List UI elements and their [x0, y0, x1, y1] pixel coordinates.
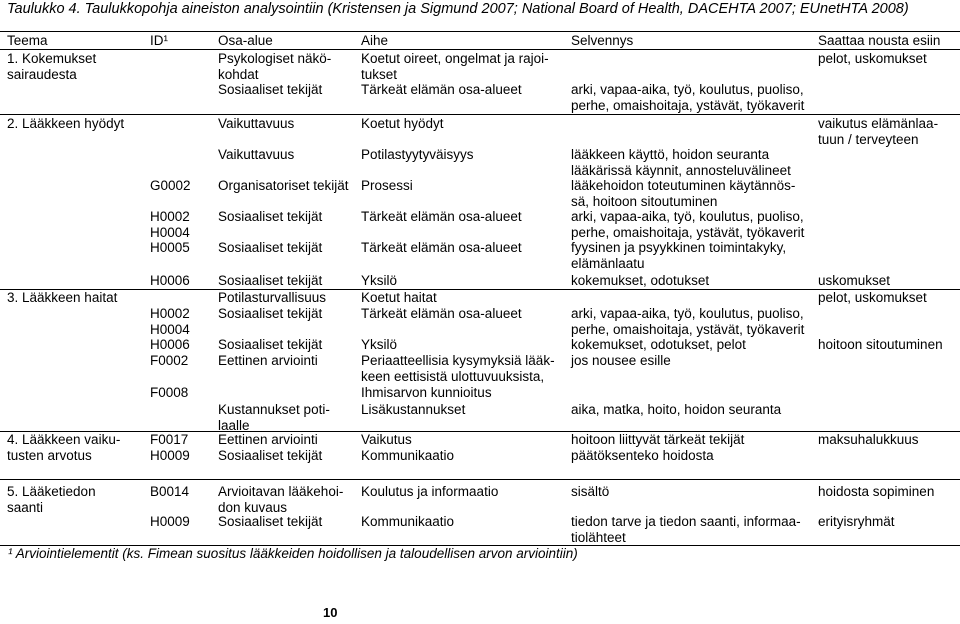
r13-selvennys: aika, matka, hoito, hoidon seuranta: [571, 402, 782, 417]
r7-id: H0005: [150, 240, 190, 255]
r8-osa: Sosiaaliset tekijät: [218, 273, 323, 288]
r3-aihe: Koetut hyödyt: [361, 116, 444, 131]
theme-5: 5. Lääketiedon saanti: [7, 484, 96, 515]
header-top-rule: [0, 31, 960, 32]
r16-osa: Arvioitavan lääkehoi- don kuvaus: [218, 484, 344, 515]
header-selvennys: Selvennys: [571, 33, 634, 48]
section-rule-4: [0, 479, 960, 480]
r16-selvennys: sisältö: [571, 484, 610, 499]
r13-osa: Kustannukset poti- laalle: [218, 402, 330, 433]
r6-osa: Sosiaaliset tekijät: [218, 209, 323, 224]
r11-id: H0006: [150, 337, 190, 352]
r5-aihe: Prosessi: [361, 178, 413, 193]
r8-saattaa: uskomukset: [818, 273, 891, 288]
r17-id: H0009: [150, 514, 190, 529]
section-rule-2: [0, 289, 960, 290]
r11-aihe: Yksilö: [361, 337, 398, 352]
r10-osa: Sosiaaliset tekijät: [218, 306, 323, 321]
r12-osa: Eettinen arviointi: [218, 353, 318, 368]
r16-saattaa: hoidosta sopiminen: [818, 484, 935, 499]
r8-selvennys: kokemukset, odotukset: [571, 273, 710, 288]
r9-osa: Potilasturvallisuus: [218, 290, 327, 305]
footnote: ¹ Arviointielementit (ks. Fimean suositus lääkkeiden hoidollisen ja taloudellisen arvon arviointiin): [8, 546, 578, 561]
r3-saattaa: vaikutus elämänlaa- tuun / terveyteen: [818, 116, 939, 147]
theme-3: 3. Lääkkeen haitat: [7, 290, 118, 305]
r7-selvennys: fyysinen ja psyykkinen toimintakyky, elämänlaatu: [571, 240, 787, 271]
r5-id: G0002: [150, 178, 191, 193]
r12-id-b: F0008: [150, 385, 189, 400]
header-teema: Teema: [7, 33, 48, 48]
r12-aihe: Periaatteellisia kysymyksiä lääk- keen eettisistä ulottuvuuksista, Ihmisarvon kunnioitus: [361, 353, 555, 400]
r6-id: H0002 H0004: [150, 209, 190, 240]
r5-selvennys: lääkehoidon toteutuminen käytännös- sä, hoitoon sitoutuminen: [571, 178, 796, 209]
header-bottom-rule: [0, 49, 960, 50]
r4-aihe: Potilastyytyväisyys: [361, 147, 474, 162]
header-aihe: Aihe: [361, 33, 389, 48]
r6-selvennys: arki, vapaa-aika, työ, koulutus, puoliso, perhe, omaishoitaja, ystävät, työkaverit: [571, 209, 805, 240]
r3-osa: Vaikuttavuus: [218, 116, 295, 131]
r14-osa: Eettinen arviointi: [218, 432, 318, 447]
r11-osa: Sosiaaliset tekijät: [218, 337, 323, 352]
r14-id: F0017: [150, 432, 189, 447]
r15-osa: Sosiaaliset tekijät: [218, 448, 323, 463]
r12-selvennys: jos nousee esille: [571, 353, 671, 368]
r7-osa: Sosiaaliset tekijät: [218, 240, 323, 255]
r1-osa: Psykologiset näkö- kohdat: [218, 51, 332, 82]
r8-aihe: Yksilö: [361, 273, 398, 288]
r17-saattaa: erityisryhmät: [818, 514, 895, 529]
r15-id: H0009: [150, 448, 190, 463]
header-osa-alue: Osa-alue: [218, 33, 273, 48]
r16-id: B0014: [150, 484, 190, 499]
section-rule-3: [0, 431, 960, 432]
r11-selvennys: kokemukset, odotukset, pelot: [571, 337, 746, 352]
r17-aihe: Kommunikaatio: [361, 514, 455, 529]
r16-aihe: Koulutus ja informaatio: [361, 484, 499, 499]
r10-selvennys: arki, vapaa-aika, työ, koulutus, puoliso, perhe, omaishoitaja, ystävät, työkaverit: [571, 306, 805, 337]
r5-osa: Organisatoriset tekijät: [218, 178, 349, 193]
r2-selvennys: arki, vapaa-aika, työ, koulutus, puoliso, perhe, omaishoitaja, ystävät, työkaverit: [571, 82, 805, 113]
r14-selvennys: hoitoon liittyvät tärkeät tekijät: [571, 432, 745, 447]
theme-4: 4. Lääkkeen vaiku- tusten arvotus: [7, 432, 121, 463]
table-caption: Taulukko 4. Taulukkopohja aineiston analysointiin (Kristensen ja Sigmund 2007; National Board of Health, DACEHTA 2007; EUnetHTA 2008): [7, 1, 909, 17]
r11-saattaa: hoitoon sitoutuminen: [818, 337, 943, 352]
r17-selvennys: tiedon tarve ja tiedon saanti, informaa- tiolähteet: [571, 514, 801, 545]
r14-saattaa: maksuhalukkuus: [818, 432, 919, 447]
r10-aihe: Tärkeät elämän osa-alueet: [361, 306, 522, 321]
header-id: ID¹: [150, 33, 168, 48]
r8-id: H0006: [150, 273, 190, 288]
header-saattaa: Saattaa nousta esiin: [818, 33, 941, 48]
r13-aihe: Lisäkustannukset: [361, 402, 466, 417]
r9-aihe: Koetut haitat: [361, 290, 437, 305]
theme-2: 2. Lääkkeen hyödyt: [7, 116, 125, 131]
r2-osa: Sosiaaliset tekijät: [218, 82, 323, 97]
r2-aihe: Tärkeät elämän osa-alueet: [361, 82, 522, 97]
section-rule-1: [0, 114, 960, 115]
r7-aihe: Tärkeät elämän osa-alueet: [361, 240, 522, 255]
r10-id: H0002 H0004: [150, 306, 190, 337]
r1-aihe: Koetut oireet, ongelmat ja rajoi- tukset: [361, 51, 549, 82]
r15-aihe: Kommunikaatio: [361, 448, 455, 463]
r14-aihe: Vaikutus: [361, 432, 412, 447]
r17-osa: Sosiaaliset tekijät: [218, 514, 323, 529]
theme-1: 1. Kokemukset sairaudesta: [7, 51, 97, 82]
page-number: 10: [323, 605, 338, 620]
r4-osa: Vaikuttavuus: [218, 147, 295, 162]
r15-selvennys: päätöksenteko hoidosta: [571, 448, 714, 463]
r12-id-a: F0002: [150, 353, 189, 368]
r1-saattaa: pelot, uskomukset: [818, 51, 927, 66]
r4-selvennys: lääkkeen käyttö, hoidon seuranta lääkärissä käynnit, annosteluvälineet: [571, 147, 791, 178]
r9-saattaa: pelot, uskomukset: [818, 290, 927, 305]
r6-aihe: Tärkeät elämän osa-alueet: [361, 209, 522, 224]
